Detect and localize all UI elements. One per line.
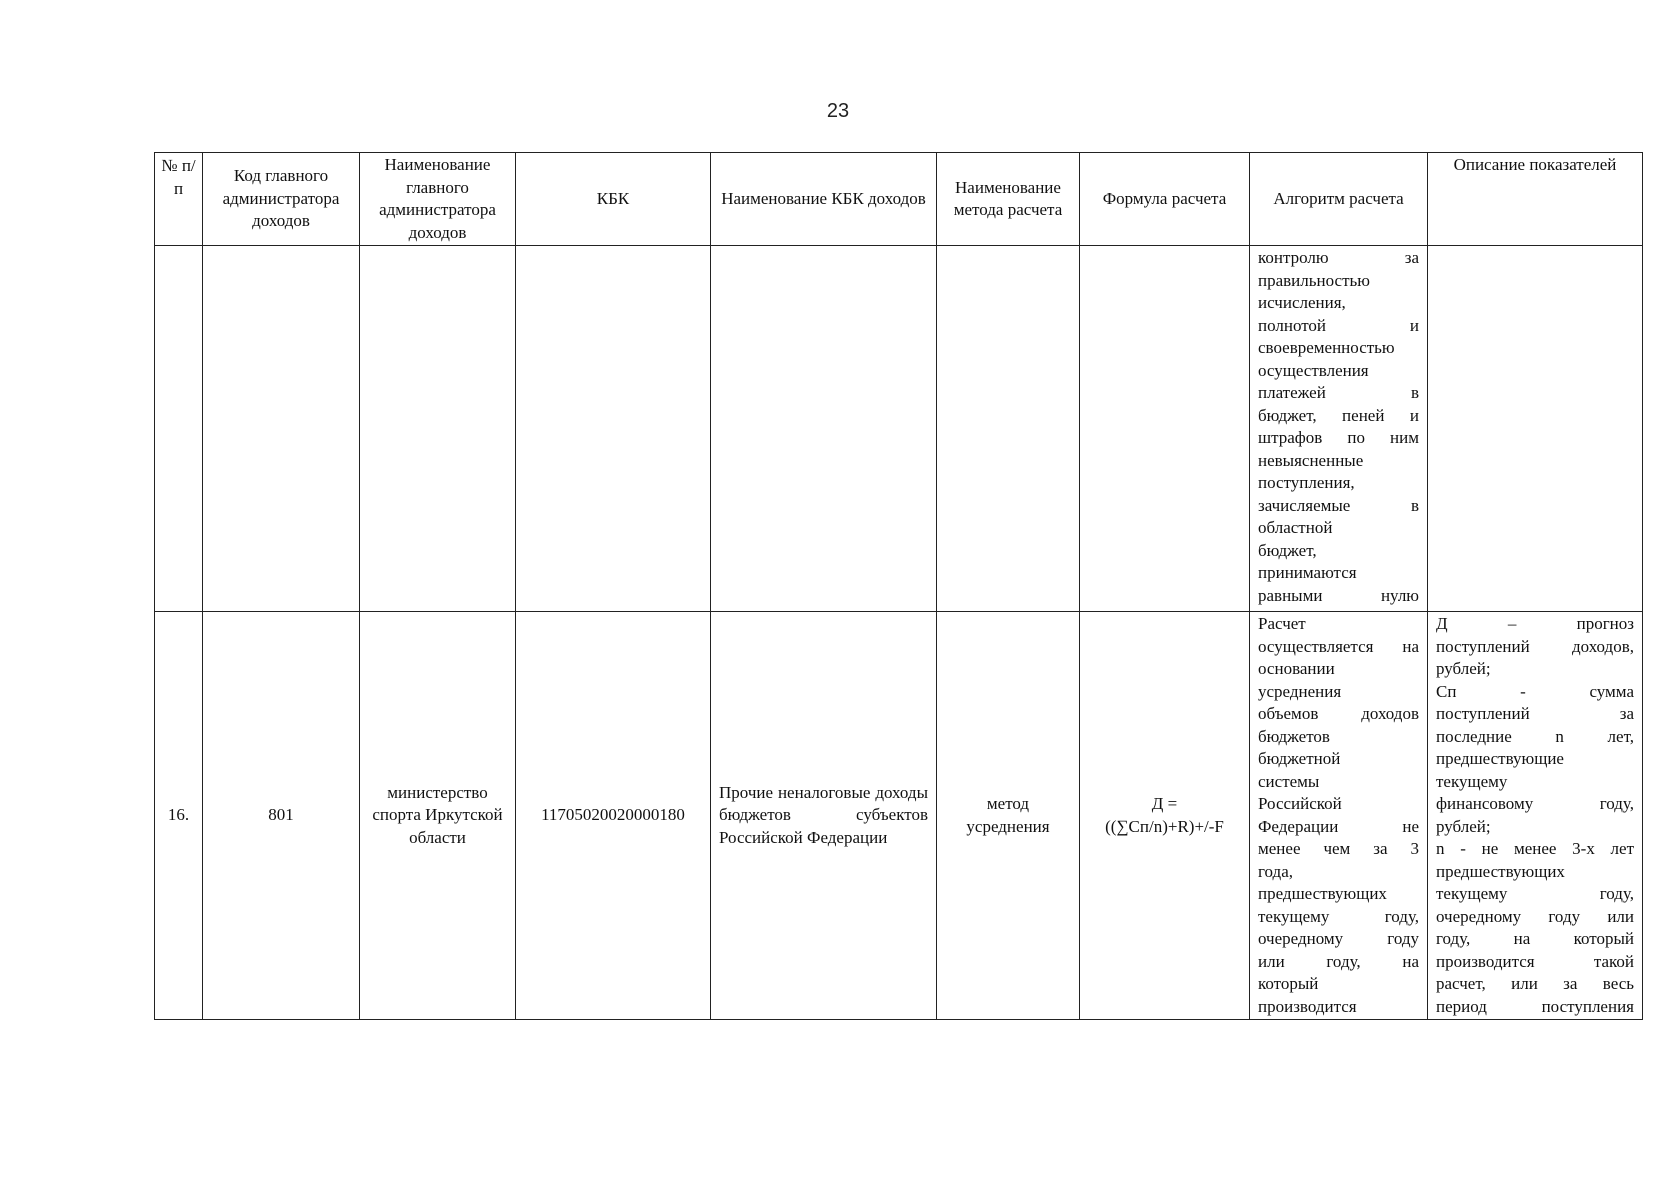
text-line: рублей; <box>1436 659 1491 678</box>
text-line: текущему году, <box>1436 884 1634 903</box>
page-number: 23 <box>826 100 850 122</box>
cell-admin-code: 801 <box>203 612 360 1020</box>
text-line: основании <box>1258 659 1335 678</box>
text-line: последние n лет, <box>1436 726 1634 746</box>
cell-empty <box>1080 246 1250 612</box>
text-line: поступлений за <box>1436 704 1634 723</box>
text-line: который <box>1258 974 1319 993</box>
cell-empty <box>203 246 360 612</box>
cell-kbk-name: Прочие неналоговые доходы бюджетов субъектов Российской Федерации <box>711 612 937 1020</box>
text-line: осуществления <box>1258 360 1369 380</box>
cell-empty <box>1428 246 1643 612</box>
text-line: текущему <box>1436 771 1508 791</box>
text-line: предшествующих <box>1436 861 1565 881</box>
text-line: усреднения <box>1258 681 1342 701</box>
description-lines <box>1436 613 1634 1018</box>
cell-method-name: метод усреднения <box>937 612 1080 1020</box>
text-line: период поступления <box>1436 996 1634 1016</box>
text-line: Д – прогноз <box>1436 614 1634 633</box>
cell-formula <box>1080 612 1250 1020</box>
text-line: очередному году или <box>1436 906 1634 926</box>
algorithm-lines <box>1258 613 1419 1018</box>
text-line: году, на который <box>1436 929 1634 948</box>
text-line: или году, на <box>1258 951 1419 971</box>
text-line: принимаются <box>1258 563 1357 582</box>
text-line: текущему году, <box>1258 906 1419 926</box>
text-line: Сп - сумма <box>1436 681 1634 701</box>
text-line: равными нулю <box>1258 585 1419 605</box>
cell-empty <box>711 246 937 612</box>
text-line: расчет, или за весь <box>1436 974 1634 993</box>
text-line: платежей в <box>1258 383 1419 402</box>
text-line: финансовому году, <box>1436 794 1634 813</box>
text-line: зачисляемые в <box>1258 495 1419 515</box>
text-line: n - не менее 3-х лет <box>1436 839 1634 858</box>
cell-kbk: 11705020020000180 <box>516 612 711 1020</box>
text-line: года, <box>1258 861 1294 881</box>
text-line: бюджет, пеней и <box>1258 405 1419 425</box>
text-line: предшествующих <box>1258 884 1387 903</box>
text-line: штрафов по ним <box>1258 428 1419 447</box>
table-row <box>155 612 1643 1020</box>
formula-line-2: ((∑Сп/n)+R)+/-F <box>1105 816 1224 836</box>
cell-empty <box>516 246 711 612</box>
revenue-methods-table <box>154 152 1643 1020</box>
text-line: бюджетной <box>1258 749 1341 768</box>
text-line: бюджетов <box>1258 726 1330 746</box>
text-line: поступления, <box>1258 473 1355 492</box>
text-line: рублей; <box>1436 816 1491 836</box>
text-line: поступлений доходов, <box>1436 636 1634 656</box>
cell-empty <box>360 246 516 612</box>
table-header-row <box>155 153 1643 246</box>
formula-line-1: Д = <box>1151 794 1178 813</box>
cell-algorithm-continuation <box>1250 246 1428 612</box>
text-line: Российской <box>1258 794 1342 813</box>
header-admin-code: Код главного администратора доходов <box>203 153 360 246</box>
header-algorithm: Алгоритм расчета <box>1250 153 1428 246</box>
cell-description <box>1428 612 1643 1020</box>
table-row-continuation <box>155 246 1643 612</box>
header-formula: Формула расчета <box>1080 153 1250 246</box>
text-line: предшествующие <box>1436 749 1564 768</box>
text-line: осуществляется на <box>1258 636 1419 656</box>
text-line: Расчет <box>1258 614 1306 633</box>
text-line: менее чем за 3 <box>1258 839 1419 858</box>
header-admin-name: Наименование главного администратора доходов <box>360 153 516 246</box>
text-line: областной <box>1258 518 1333 537</box>
text-line: объемов доходов <box>1258 704 1419 723</box>
text-line: производится такой <box>1436 951 1634 971</box>
text-line: полнотой и <box>1258 315 1419 335</box>
header-kbk: КБК <box>516 153 711 246</box>
header-method-name: Наименование метода расчета <box>937 153 1080 246</box>
text-line: невыясненные <box>1258 450 1364 470</box>
header-num: № п/п <box>155 153 203 246</box>
algorithm-continuation-lines <box>1258 247 1419 607</box>
text-line: контролю за <box>1258 248 1419 267</box>
cell-algorithm <box>1250 612 1428 1020</box>
header-description: Описание показателей <box>1428 153 1643 246</box>
text-line: исчисления, <box>1258 293 1346 312</box>
text-line: Федерации не <box>1258 816 1419 836</box>
text-line: производится <box>1258 996 1357 1016</box>
cell-admin-name: министерство спорта Иркутской области <box>360 612 516 1020</box>
text-line: своевременностью <box>1258 338 1395 357</box>
text-line: очередному году <box>1258 929 1419 948</box>
cell-empty <box>937 246 1080 612</box>
header-kbk-name: Наименование КБК доходов <box>711 153 937 246</box>
text-line: бюджет, <box>1258 540 1317 560</box>
cell-num: 16. <box>155 612 203 1020</box>
cell-empty <box>155 246 203 612</box>
text-line: правильностью <box>1258 270 1370 290</box>
text-line: системы <box>1258 771 1320 791</box>
